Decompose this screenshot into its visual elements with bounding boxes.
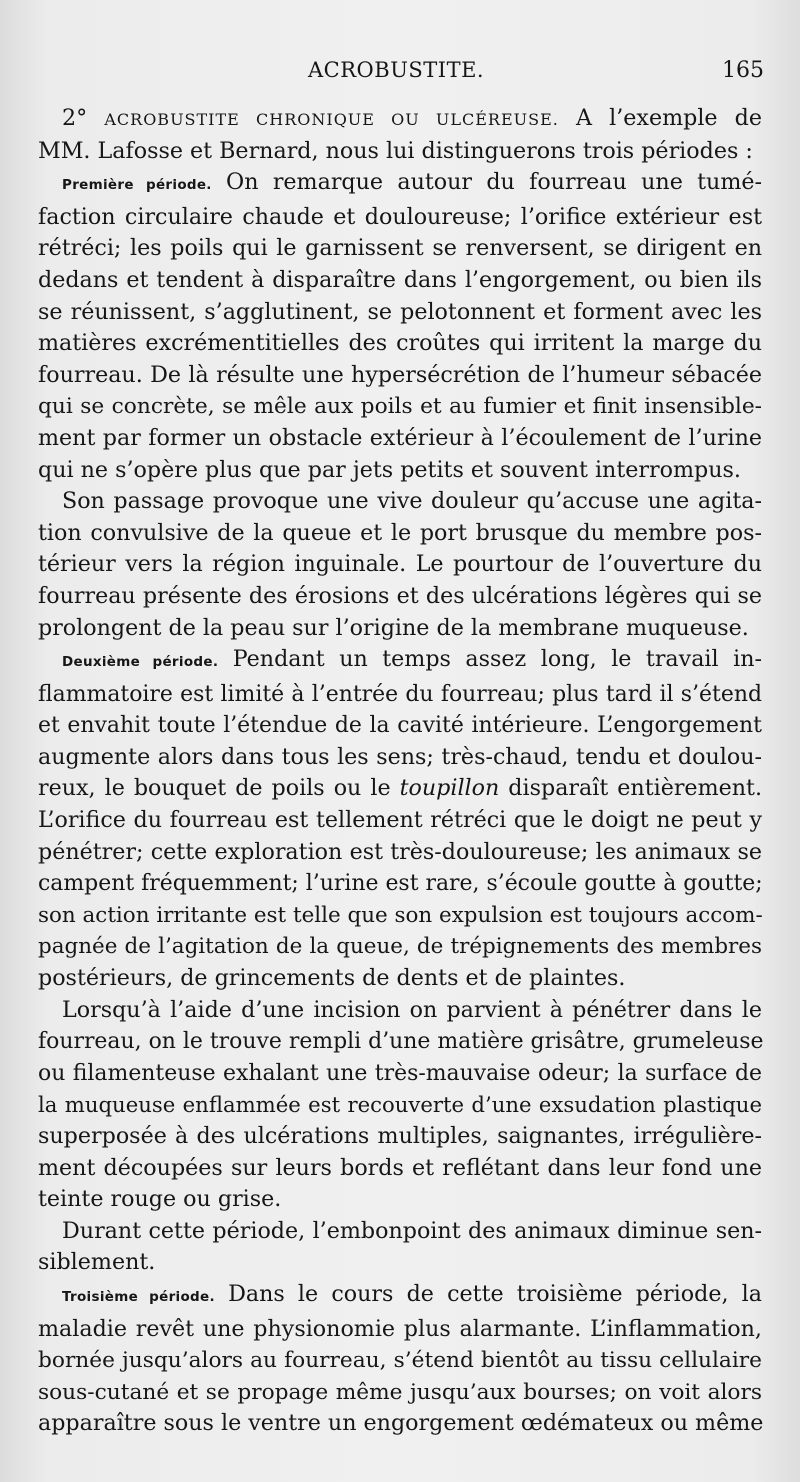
text-line: térieur vers la région inguinale. Le pourtour de l’ouverture du [38, 551, 762, 578]
period-heading: Deuxième période. [62, 654, 219, 671]
text-line: Son passage provoque une vive douleur qu’accuse une agita- [62, 488, 762, 515]
text-line: pénétrer; cette exploration est très-douloureuse; les animaux se [38, 838, 762, 865]
text-line: postérieurs, de grincements de dents et de plaintes. [38, 965, 626, 992]
text-line: bornée jusqu’alors au fourreau, s’étend bientôt au tissu cellulaire [38, 1348, 762, 1374]
running-head: ACROBUSTITE. [308, 58, 485, 82]
text-line: matières excrémentitielles des croûtes qui irritent la marge du [38, 330, 762, 357]
text-line: teinte rouge ou grise. [38, 1186, 282, 1213]
text-line: ou filamenteuse exhalant une très-mauvaise odeur; la surface de [38, 1060, 762, 1086]
text-line [38, 103, 762, 136]
text-fragment: On remarque autour du fourreau une tumé- [211, 169, 762, 196]
text-line: la muqueuse enflammée est recouverte d’une exsudation plastique [38, 1092, 762, 1118]
text-line: MM. Lafosse et Bernard, nous lui distinguerons trois périodes : [38, 137, 753, 164]
text-line: rétréci; les poils qui le garnissent se renversent, se dirigent en [38, 235, 762, 262]
text-line: Lorsqu’à l’aide d’une incision on parvient à pénétrer dans le [62, 996, 762, 1023]
text-line: augmente alors dans tous les sens; très-chaud, tendu et doulou- [38, 743, 762, 770]
text-line: ment découpées sur leurs bords et reflétant dans leur fond une [38, 1154, 762, 1181]
text-line: apparaître sous le ventre un engorgement œdémateux ou même [38, 1410, 764, 1437]
text-fragment: reux, le bouquet de poils ou le [38, 775, 400, 802]
text-line: et envahit toute l’étendue de la cavité intérieure. L’engorgement [38, 713, 762, 739]
text-line: prolongent de la peau sur l’origine de la membrane muqueuse. [38, 614, 749, 641]
period-heading: Première période. [62, 177, 212, 194]
text-line: fourreau. De là résulte une hypersécrétion de l’humeur sébacée [38, 361, 762, 388]
text-line: campent fréquemment; l’urine est rare, s’écoule goutte à goutte; [38, 871, 763, 897]
text-line [38, 644, 762, 679]
text-line: flammatoire est limité à l’entrée du fourreau; plus tard il s’étend [38, 681, 762, 707]
page-header [0, 58, 800, 88]
text-fragment: disparaît entièrement. [499, 775, 762, 802]
text-line: fourreau, on le trouve rempli d’une matière grisâtre, grumeleuse [38, 1029, 764, 1055]
text-fragment: Dans le cours de cette troisième période, la [214, 1280, 763, 1307]
text-line: fourreau présente des érosions et des ulcérations légères qui se [38, 582, 762, 609]
text-line: ment par former un obstacle extérieur à l’écoulement de l’urine [38, 424, 762, 451]
body-text [38, 103, 762, 1440]
text-line: siblement. [38, 1249, 156, 1276]
text-line: son action irritante est telle que son expulsion est toujours accom- [38, 902, 763, 928]
text-line: qui se concrète, se mêle aux poils et au fumier et finit insensible- [38, 394, 762, 420]
text-line: se réunissent, s’agglutinent, se pelotonnent et forment avec les [38, 298, 762, 325]
text-line: maladie revêt une physionomie plus alarmante. L’inflammation, [38, 1315, 762, 1342]
text-line: faction circulaire chaude et douloureuse; l’orifice extérieur est [38, 203, 762, 230]
text-line: L’orifice du fourreau est tellement rétréci que le doigt ne peut y [38, 807, 762, 834]
text-line: qui ne s’opère plus que par jets petits et souvent interrompus. [38, 456, 741, 483]
text-line: pagnée de l’agitation de la queue, de trépignements des membres [38, 934, 762, 960]
text-line: dedans et tendent à disparaître dans l’engorgement, ou bien ils [38, 266, 762, 293]
italic-term: toupillon [399, 775, 500, 802]
text-fragment: Pendant un temps assez long, le travail in- [218, 646, 762, 673]
section-number: 2° [62, 105, 105, 131]
text-line: tion convulsive de la queue et le port brusque du membre pos- [38, 519, 762, 546]
period-heading: Troisième période. [62, 1288, 215, 1305]
text-line: superposée à des ulcérations multiples, saignantes, irrégulière- [38, 1123, 762, 1149]
text-line: sous-cutané et se propage même jusqu’aux bourses; on voit alors [38, 1379, 762, 1405]
section-heading: ACROBUSTITE CHRONIQUE OU ULCÉREUSE. [104, 110, 559, 129]
text-fragment: A l’exemple de [558, 105, 763, 131]
page-number: 165 [722, 58, 764, 83]
text-line [38, 773, 762, 805]
text-line [38, 167, 762, 202]
text-line: Durant cette période, l’embonpoint des animaux diminue sen- [62, 1217, 762, 1244]
text-line [38, 1279, 762, 1314]
